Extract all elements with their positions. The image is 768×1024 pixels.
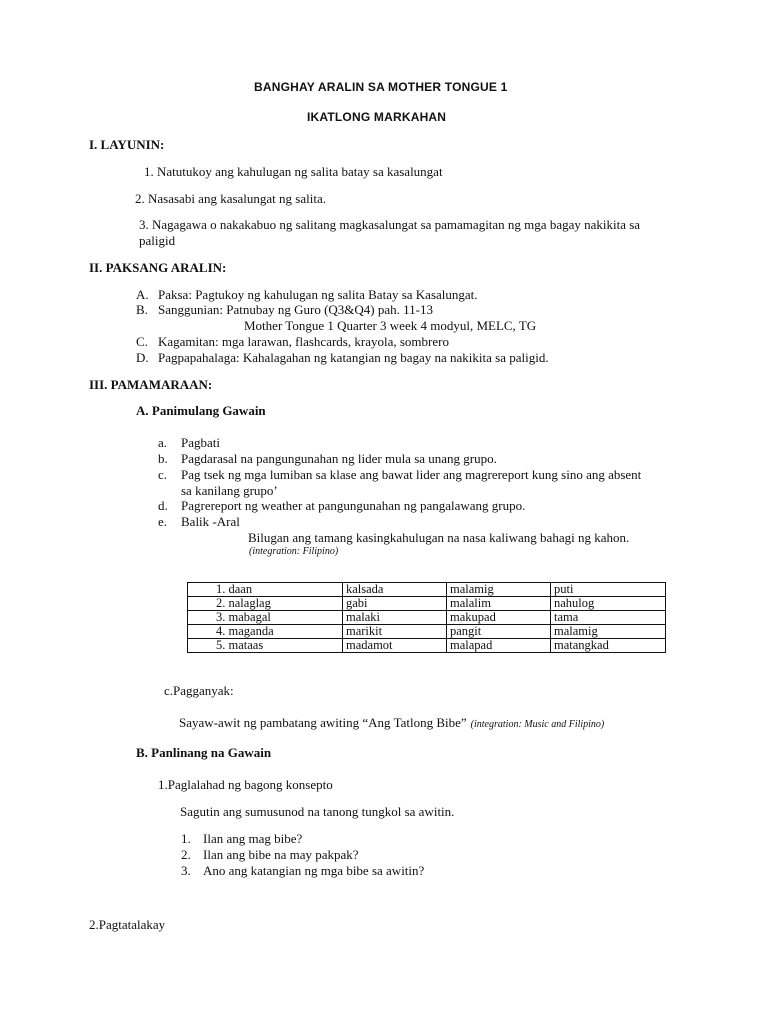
list-marker: B. <box>136 302 148 317</box>
question-item <box>181 847 359 863</box>
list-marker: e. <box>158 514 168 529</box>
table-cell: madamot <box>343 639 447 653</box>
table-cell: 2. nalaglag <box>188 597 343 611</box>
section-heading-paksang-aralin: II. PAKSANG ARALIN: <box>89 260 227 275</box>
gawain-item <box>158 435 220 451</box>
table-row <box>188 583 666 597</box>
list-text: Pagdarasal na pangungunahan ng lider mula sa unang grupo. <box>181 451 497 466</box>
table-row <box>188 597 666 611</box>
list-text: Pagbati <box>181 435 220 450</box>
paksang-item <box>136 287 478 303</box>
table-cell: malalim <box>447 597 551 611</box>
list-marker: 2. <box>181 847 191 862</box>
section-heading-layunin: I. LAYUNIN: <box>89 137 165 152</box>
pagganyak-text: Sayaw-awit ng pambatang awiting “Ang Tatlong Bibe” <box>179 715 467 730</box>
pagtatalakay-step: 2.Pagtatalakay <box>89 917 166 932</box>
question-instruction: Sagutin ang sumusunod na tanong tungkol sa awitin. <box>180 804 455 819</box>
list-text: Paksa: Pagtukoy ng kahulugan ng salita Batay sa Kasalungat. <box>158 287 478 302</box>
layunin-item: 1. Natutukoy ang kahulugan ng salita batay sa kasalungat <box>144 164 443 179</box>
pagganyak-label: c.Pagganyak: <box>164 683 234 698</box>
list-text: Ilan ang bibe na may pakpak? <box>203 847 359 862</box>
list-text: Pag tsek ng mga lumiban sa klase ang bawat lider ang magrereport kung sino ang absent <box>181 467 642 482</box>
table-cell: 1. daan <box>188 583 343 597</box>
pagganyak-line <box>179 714 604 732</box>
list-text: Ilan ang mag bibe? <box>203 831 303 846</box>
paksang-item <box>136 350 549 366</box>
table-cell: malamig <box>551 625 666 639</box>
paglalahad-step: 1.Paglalahad ng bagong konsepto <box>158 777 333 792</box>
document-subtitle: IKATLONG MARKAHAN <box>307 110 447 124</box>
gawain-item <box>158 514 240 530</box>
list-marker: a. <box>158 435 168 450</box>
integration-note: (integration: Music and Filipino) <box>470 719 605 730</box>
list-marker: D. <box>136 350 149 365</box>
list-marker: d. <box>158 498 168 513</box>
table-cell: 4. maganda <box>188 625 343 639</box>
table-row <box>188 611 666 625</box>
table-cell: nahulog <box>551 597 666 611</box>
table-cell: malaki <box>343 611 447 625</box>
paksang-item <box>136 302 433 318</box>
gawain-item <box>158 467 641 483</box>
integration-note: (integration: Filipino) <box>249 546 339 557</box>
word-table <box>187 582 666 653</box>
gawain-item-continuation: sa kanilang grupo’ <box>181 483 278 498</box>
list-text: Kagamitan: mga larawan, flashcards, krayola, sombrero <box>158 334 449 349</box>
list-text: Sanggunian: Patnubay ng Guro (Q3&Q4) pah. 11-13 <box>158 302 434 317</box>
table-cell: puti <box>551 583 666 597</box>
list-marker: 1. <box>181 831 191 846</box>
table-cell: 3. mabagal <box>188 611 343 625</box>
table-cell: pangit <box>447 625 551 639</box>
section-heading-pamamaraan: III. PAMAMARAAN: <box>89 377 213 392</box>
list-marker: C. <box>136 334 148 349</box>
list-text: Ano ang katangian ng mga bibe sa awitin? <box>203 863 425 878</box>
table-cell: 5. mataas <box>188 639 343 653</box>
table-cell: tama <box>551 611 666 625</box>
paksang-item-continuation: Mother Tongue 1 Quarter 3 week 4 modyul, MELC, TG <box>244 318 537 333</box>
layunin-item: 3. Nagagawa o nakakabuo ng salitang magkasalungat sa pamamagitan ng mga bagay nakikita sa <box>139 217 641 232</box>
table-cell: malapad <box>447 639 551 653</box>
table-row <box>188 625 666 639</box>
list-marker: 3. <box>181 863 191 878</box>
subsection-heading-panimulang-gawain: A. Panimulang Gawain <box>136 403 266 418</box>
gawain-item <box>158 498 525 514</box>
table-cell: matangkad <box>551 639 666 653</box>
balik-aral-instruction: Bilugan ang tamang kasingkahulugan na nasa kaliwang bahagi ng kahon. <box>248 530 630 545</box>
gawain-item <box>158 451 497 467</box>
paksang-item <box>136 334 449 350</box>
list-marker: b. <box>158 451 168 466</box>
table-cell: gabi <box>343 597 447 611</box>
subsection-heading-panlinang-gawain: B. Panlinang na Gawain <box>136 745 272 760</box>
document-title: BANGHAY ARALIN SA MOTHER TONGUE 1 <box>254 80 508 94</box>
list-text: Pagrereport ng weather at pangungunahan ng pangalawang grupo. <box>181 498 526 513</box>
list-marker: c. <box>158 467 168 482</box>
layunin-item: 2. Nasasabi ang kasalungat ng salita. <box>135 191 326 206</box>
layunin-item-continuation: paligid <box>139 233 176 248</box>
question-item <box>181 831 302 847</box>
table-row <box>188 639 666 653</box>
table-cell: makupad <box>447 611 551 625</box>
list-marker: A. <box>136 287 149 302</box>
list-text: Pagpapahalaga: Kahalagahan ng katangian ng bagay na nakikita sa paligid. <box>158 350 549 365</box>
table-cell: kalsada <box>343 583 447 597</box>
question-item <box>181 863 424 879</box>
table-cell: malamig <box>447 583 551 597</box>
list-text: Balik -Aral <box>181 514 240 529</box>
table-cell: marikit <box>343 625 447 639</box>
